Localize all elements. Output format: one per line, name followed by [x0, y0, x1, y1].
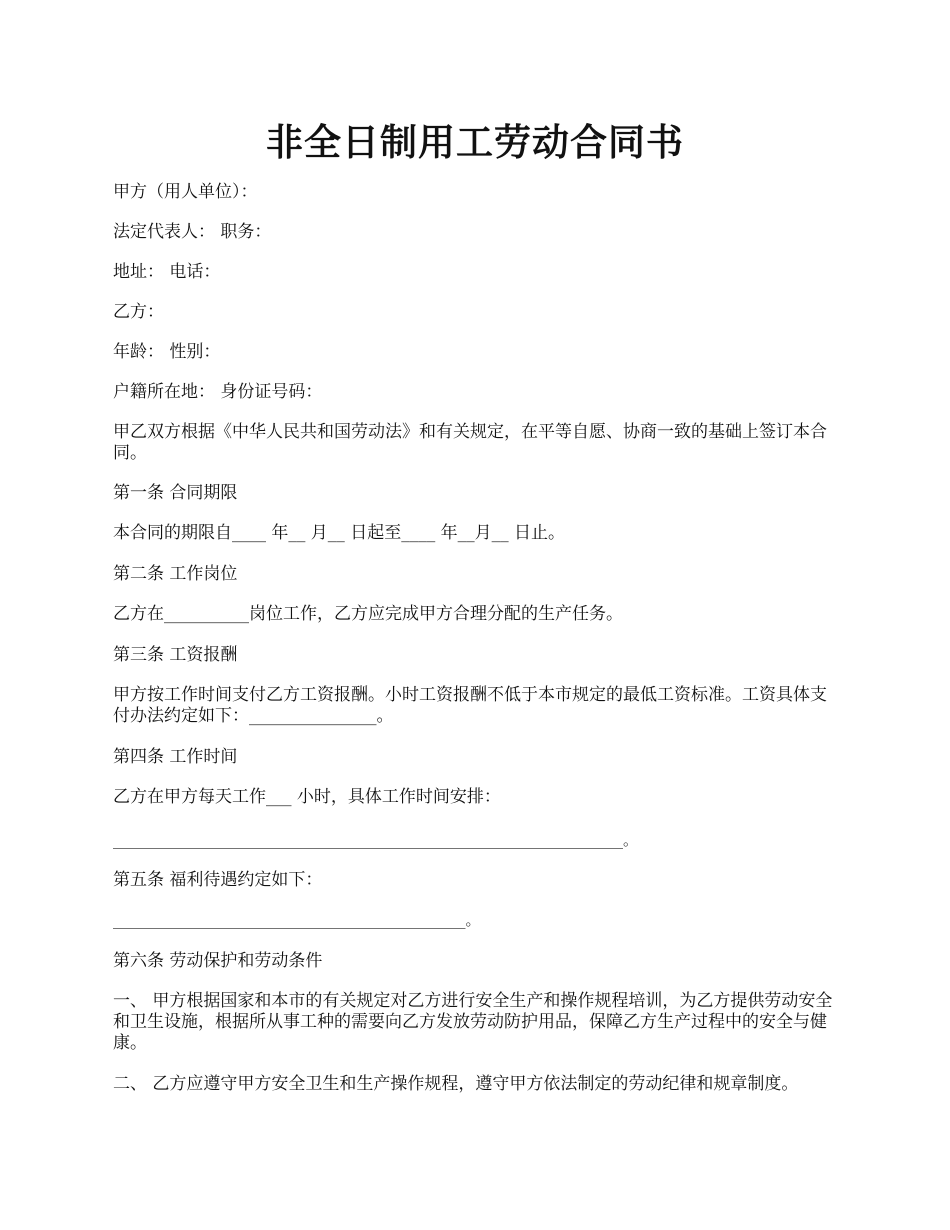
intro-paragraph: 甲乙双方根据《中华人民共和国劳动法》和有关规定，在平等自愿、协商一致的基础上签订本合同。: [113, 422, 827, 463]
article-5-blank-line: _______________________________________________。: [113, 911, 481, 929]
legal-representative-line: 法定代表人： 职务：: [113, 222, 272, 242]
article-4-blank-line: ____________________________________________________________________。: [113, 831, 639, 849]
age-gender-line: 年龄： 性别：: [113, 342, 221, 362]
article-1-title: 第一条 合同期限: [113, 483, 238, 503]
article-4-body: 乙方在甲方每天工作___ 小时，具体工作时间安排：: [113, 787, 501, 807]
article-6-item-2: 二、 乙方应遵守甲方安全卫生和生产操作规程，遵守甲方依法制定的劳动纪律和规章制度。: [113, 1074, 799, 1094]
household-id-line: 户籍所在地： 身份证号码：: [113, 382, 323, 402]
article-1-body: 本合同的期限自____ 年__ 月__ 日起至____ 年__月__ 日止。: [113, 523, 566, 543]
article-6-title: 第六条 劳动保护和劳动条件: [113, 951, 323, 971]
article-4-title: 第四条 工作时间: [113, 747, 238, 767]
party-b-line: 乙方：: [113, 302, 164, 322]
article-5-title: 第五条 福利待遇约定如下：: [113, 870, 323, 890]
article-3-title: 第三条 工资报酬: [113, 645, 238, 665]
article-2-body: 乙方在__________岗位工作，乙方应完成甲方合理分配的生产任务。: [113, 604, 623, 624]
address-line: 地址： 电话：: [113, 262, 221, 282]
article-3-body: 甲方按工作时间支付乙方工资报酬。小时工资报酬不低于本市规定的最低工资标准。工资具体支付办法约定如下：_______________。: [113, 685, 827, 726]
document-title: 非全日制用工劳动合同书: [266, 121, 684, 164]
article-6-item-1: 一、 甲方根据国家和本市的有关规定对乙方进行安全生产和操作规程培训，为乙方提供劳动安全和卫生设施，根据所从事工种的需要向乙方发放劳动防护用品，保障乙方生产过程中的安全与健康。: [113, 991, 833, 1053]
party-a-line: 甲方（用人单位）：: [113, 182, 258, 202]
article-2-title: 第二条 工作岗位: [113, 564, 238, 584]
